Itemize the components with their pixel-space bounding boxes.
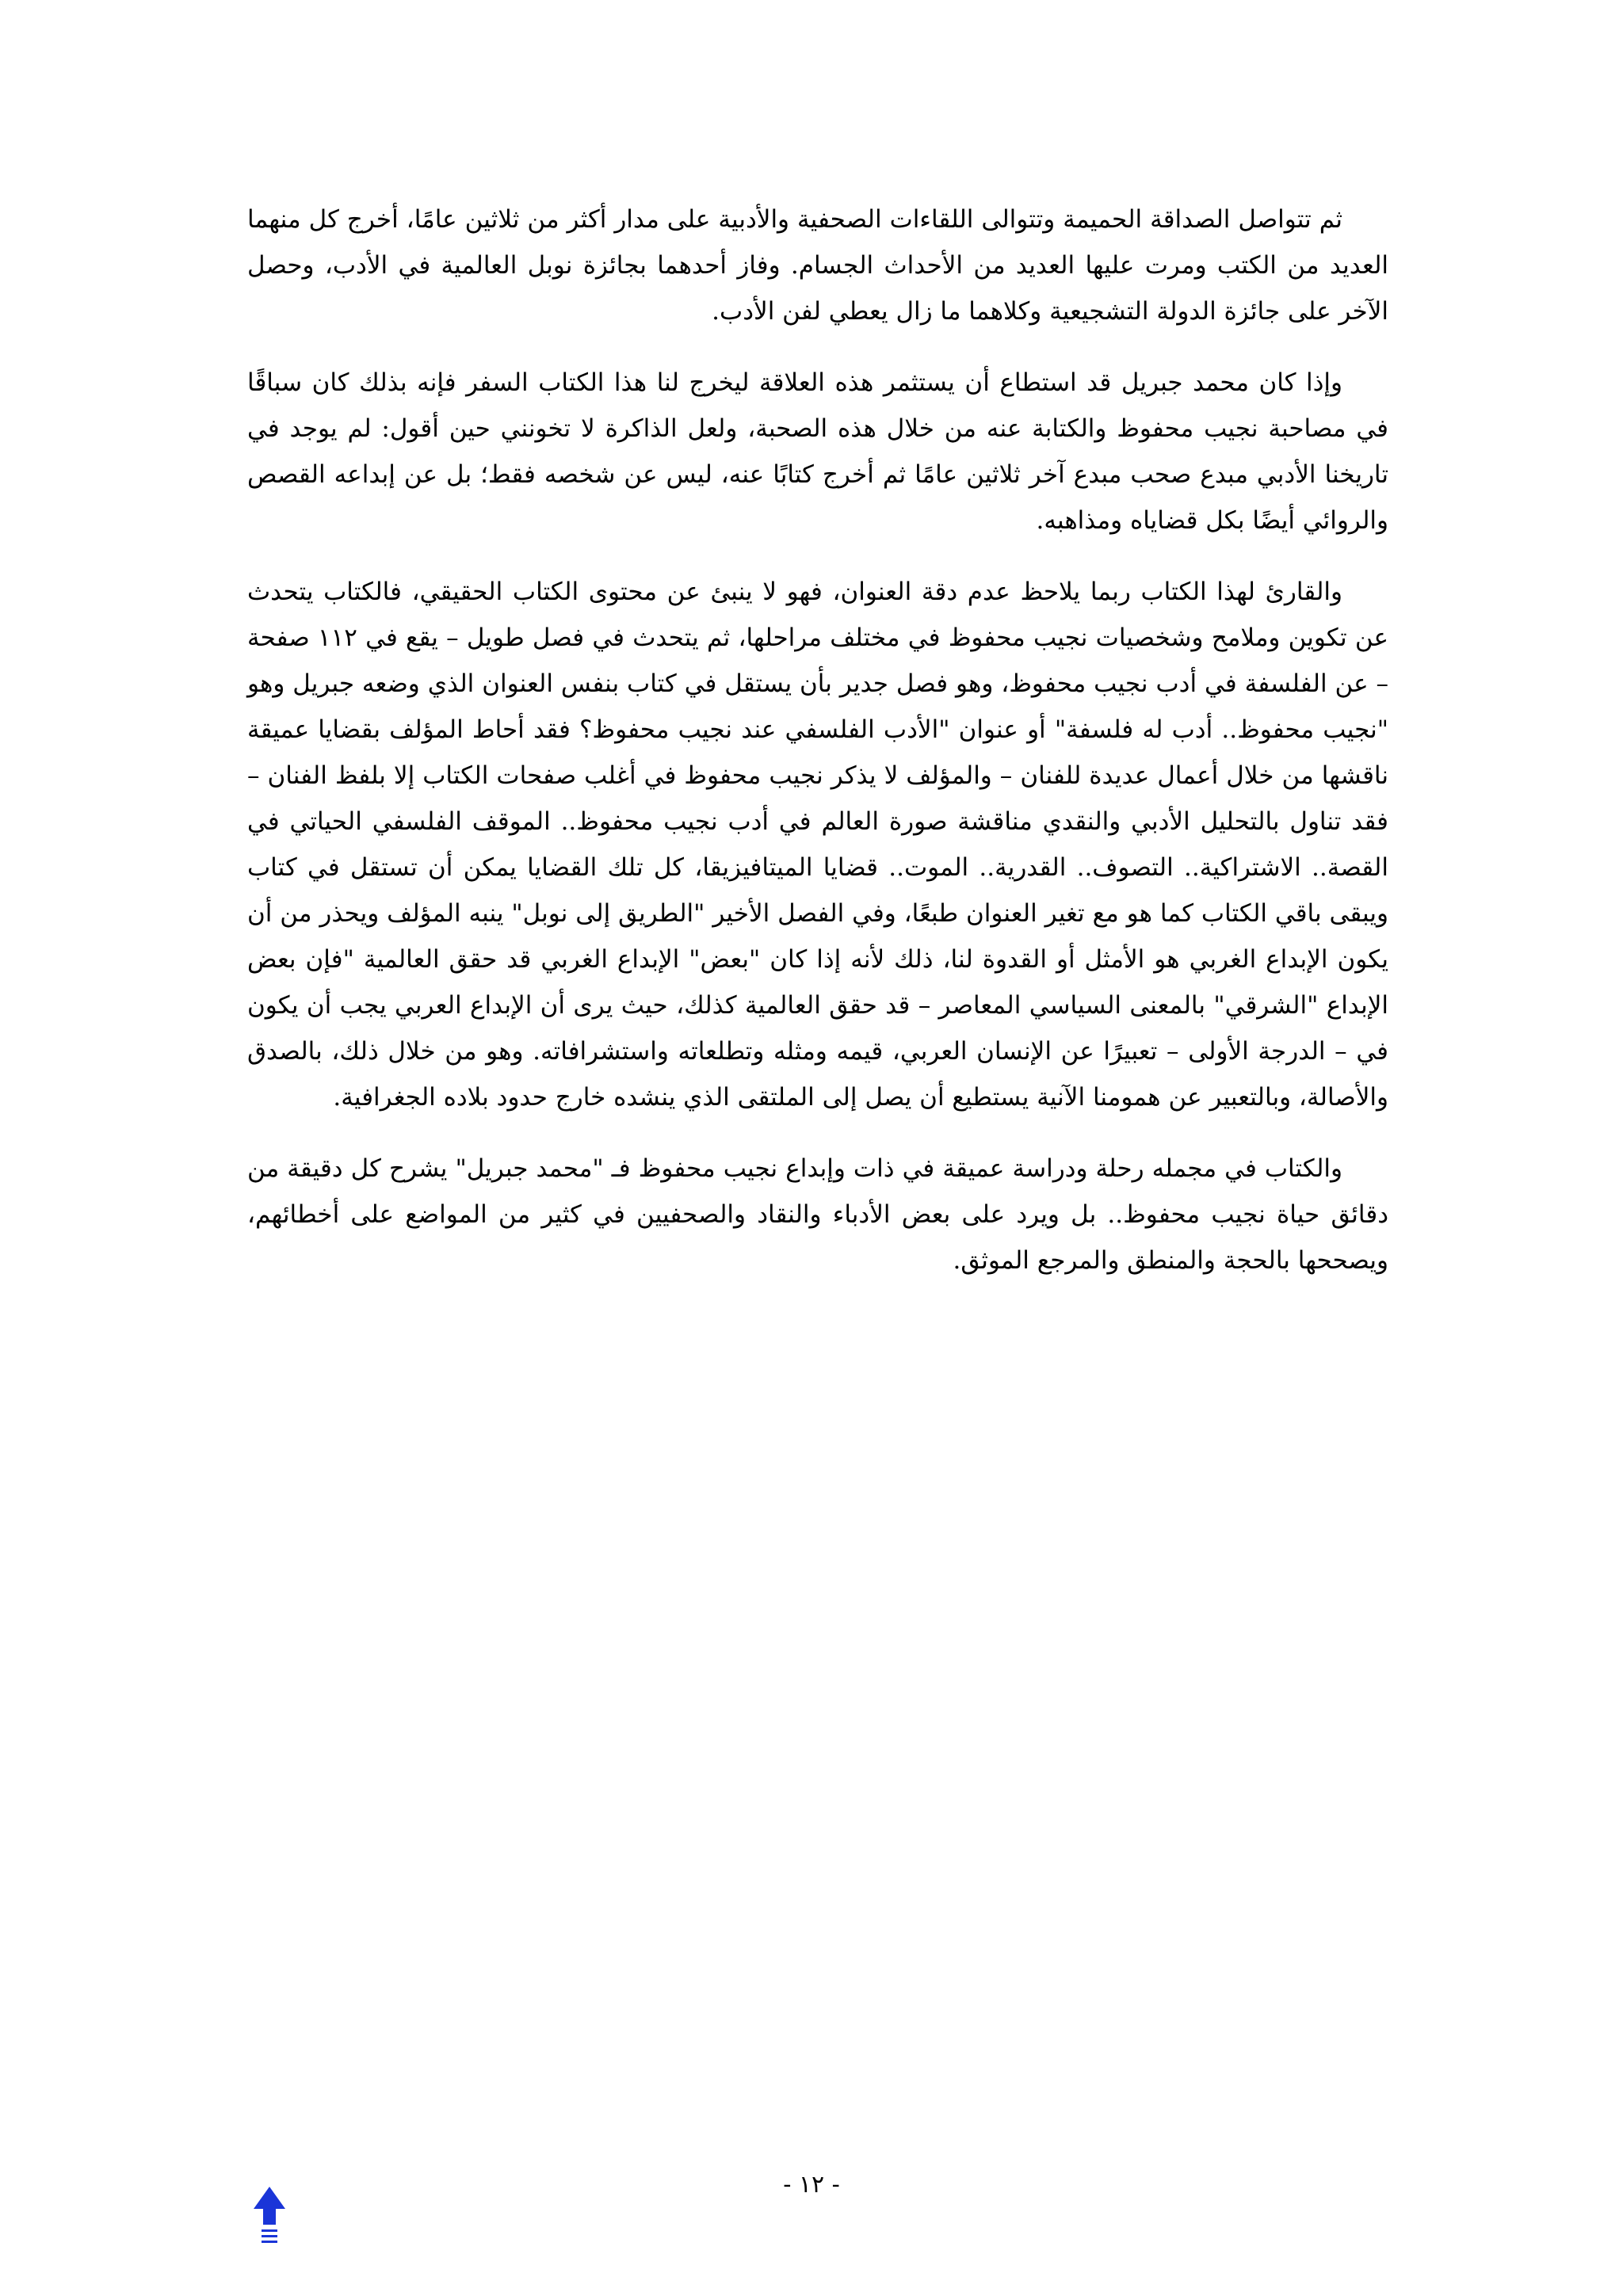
paragraph: والقارئ لهذا الكتاب ربما يلاحظ عدم دقة العنوان، فهو لا ينبئ عن محتوى الكتاب الحقيقي، فالكتاب يتحدث عن تكوين وملامح وشخصيات نجيب محفوظ في مختلف مراحلها، ثم يتحدث في فصل طويل – يقع في ١١٢ صفحة – عن الفلسفة في أدب نجيب محفوظ، وهو فصل جدير بأن يستقل في كتاب بنفس العنوان الذي وضعه جبريل وهو "نجيب محفوظ.. أدب له فلسفة" أو عنوان "الأدب الفلسفي عند نجيب محفوظ؟ فقد أحاط المؤلف بقضايا عميقة ناقشها من خلال أعمال عديدة للفنان – والمؤلف لا يذكر نجيب محفوظ في أغلب صفحات الكتاب إلا بلفظ الفنان – فقد تناول بالتحليل الأدبي والنقدي مناقشة صورة العالم في أدب نجيب محفوظ.. الموقف الفلسفي الحياتي في القصة.. الاشتراكية.. التصوف.. القدرية.. الموت.. قضايا الميتافيزيقا، كل تلك القضايا يمكن أن تستقل في كتاب ويبقى باقي الكتاب كما هو مع تغير العنوان طبعًا، وفي الفصل الأخير "الطريق إلى نوبل" ينبه المؤلف ويحذر من أن يكون الإبداع الغربي هو الأمثل أو القدوة لنا، ذلك لأنه إذا كان "بعض" الإبداع الغربي قد حقق العالمية "فإن بعض الإبداع "الشرقي" بالمعنى السياسي المعاصر – قد حقق العالمية كذلك، حيث يرى أن الإبداع العربي يجب أن يكون في – الدرجة الأولى – تعبيرًا عن الإنسان العربي، قيمه ومثله وتطلعاته واستشرافاته. وهو من خلال ذلك، بالصدق والأصالة، وبالتعبير عن همومنا الآنية يستطيع أن يصل إلى الملتقى الذي ينشده خارج حدود بلاده الجغرافية. [247,578,1389,1112]
document-body [247,196,1388,1309]
paragraph: والكتاب في مجمله رحلة ودراسة عميقة في ذات وإبداع نجيب محفوظ فـ "محمد جبريل" يشرح كل دقيقة من دقائق حياة نجيب محفوظ.. بل ويرد على بعض الأدباء والنقاد والصحفيين في كثير من المواضع على أخطائهم، ويصححها بالحجة والمنطق والمرجع الموثق. [247,1154,1388,1275]
scroll-to-top-button[interactable] [252,2185,287,2248]
paragraph: ثم تتواصل الصداقة الحميمة وتتوالى اللقاءات الصحفية والأدبية على مدار أكثر من ثلاثين عامًا، أخرج كل منهما العديد من الكتب ومرت عليها العديد من الأحداث الجسام. وفاز أحدهما بجائزة نوبل العالمية في الأدب، وحصل الآخر على جائزة الدولة التشجيعية وكلاهما ما زال يعطي لفن الأدب. [247,205,1388,326]
paragraph: وإذا كان محمد جبريل قد استطاع أن يستثمر هذه العلاقة ليخرج لنا هذا الكتاب السفر فإنه بذلك كان سباقًا في مصاحبة نجيب محفوظ والكتابة عنه من خلال هذه الصحبة، ولعل الذاكرة لا تخونني حين أقول: لم يوجد في تاريخنا الأدبي مبدع صحب مبدع آخر ثلاثين عامًا ثم أخرج كتابًا عنه، ليس عن شخصه فقط؛ بل عن إبداعه القصص والروائي أيضًا بكل قضاياه ومذاهبه. [247,368,1388,535]
arrow-up-icon [252,2185,287,2248]
page-number: - ١٢ - [783,2171,840,2199]
